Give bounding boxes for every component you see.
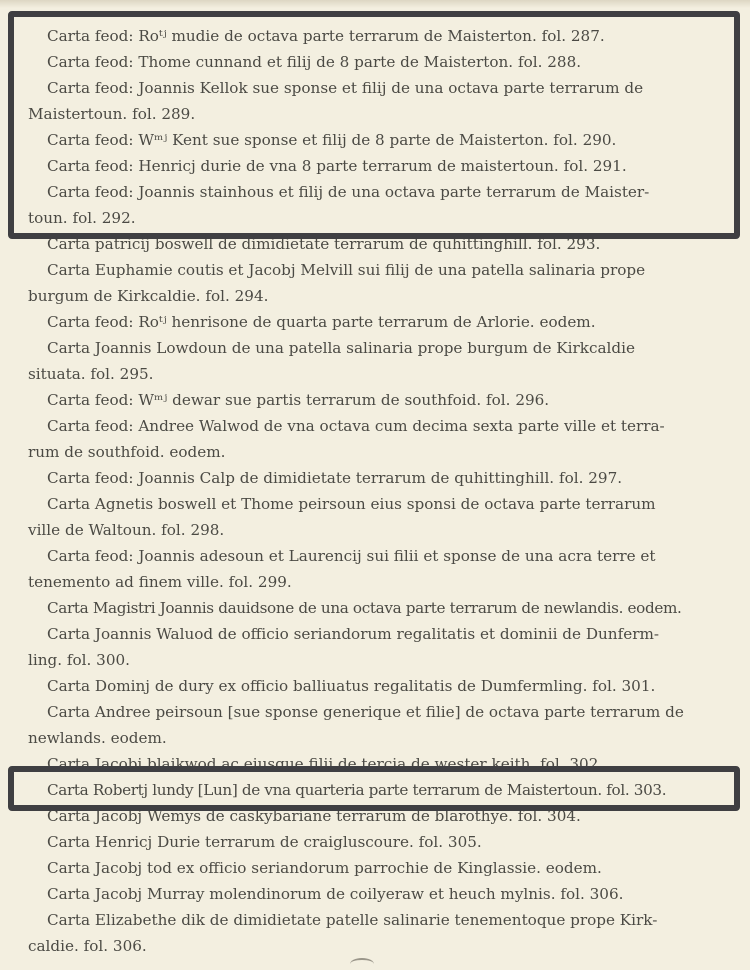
entry-continuation: caldie. fol. 306.: [28, 937, 147, 955]
entry-line: Carta Andree peirsoun [sue sponse generique et filie] de octava parte terrarum de: [47, 703, 684, 721]
entry-line: Carta Agnetis boswell et Thome peirsoun eius sponsi de octava parte terrarum: [47, 495, 656, 513]
entry-line: Carta feod: Joannis adesoun et Laurencij sui filii et sponse de una acra terre et: [47, 547, 656, 565]
entry-line: Carta patricij boswell de dimidietate terrarum de quhittinghill. fol. 293.: [47, 235, 601, 253]
entry-continuation: Maistertoun. fol. 289.: [28, 105, 196, 123]
entry-line: Carta feod: Andree Walwod de vna octava cum decima sexta parte ville et terra-: [47, 417, 665, 435]
page-bottom-mark: [350, 958, 374, 970]
entry-line: Carta Henricj Durie terrarum de craigluscoure. fol. 305.: [47, 833, 482, 851]
highlight-box-entry-303: [8, 766, 740, 811]
entry-line: Carta Dominj de dury ex officio balliuatus regalitatis de Dumfermling. fol. 301.: [47, 677, 656, 695]
entry-line: Carta Jacobj tod ex officio seriandorum parrochie de Kinglassie. eodem.: [47, 859, 602, 877]
entry-line: Carta feod: Thome cunnand et filij de 8 parte de Maisterton. fol. 288.: [47, 53, 582, 71]
entry-line: Carta Robertj lundy [Lun] de vna quarteria parte terrarum de Maistertoun. fol. 303.: [47, 781, 667, 799]
highlight-box-maisterton-group: [8, 11, 740, 239]
page-top-edge: [0, 0, 750, 8]
entry-line: Carta Joannis Waluod de officio seriandorum regalitatis et dominii de Dunferm-: [47, 625, 659, 643]
entry-line: Carta feod: Wᵐʲ Kent sue sponse et filij de 8 parte de Maisterton. fol. 290.: [47, 131, 617, 149]
entry-continuation: toun. fol. 292.: [28, 209, 136, 227]
entry-continuation: burgum de Kirkcaldie. fol. 294.: [28, 287, 269, 305]
entry-line: Carta Joannis Lowdoun de una patella salinaria prope burgum de Kirkcaldie: [47, 339, 635, 357]
entry-continuation: ville de Waltoun. fol. 298.: [28, 521, 225, 539]
entry-line: Carta feod: Roᵗʲ mudie de octava parte terrarum de Maisterton. fol. 287.: [47, 27, 605, 45]
entry-line: Carta feod: Henricj durie de vna 8 parte terrarum de maistertoun. fol. 291.: [47, 157, 627, 175]
entry-continuation: newlands. eodem.: [28, 729, 167, 747]
entry-line: Carta Euphamie coutis et Jacobj Melvill sui filij de una patella salinaria prope: [47, 261, 646, 279]
entry-continuation: rum de southfoid. eodem.: [28, 443, 226, 461]
entry-line: Carta Magistri Joannis dauidsone de una octava parte terrarum de newlandis. eodem.: [47, 599, 682, 617]
entry-line: Carta Elizabethe dik de dimidietate patelle salinarie tenementoque prope Kirk-: [47, 911, 658, 929]
entry-line: Carta feod: Joannis stainhous et filij de una octava parte terrarum de Maister-: [47, 183, 650, 201]
entry-continuation: ling. fol. 300.: [28, 651, 130, 669]
entry-line: Carta feod: Joannis Kellok sue sponse et filij de una octava parte terrarum de: [47, 79, 644, 97]
entry-continuation: tenemento ad finem ville. fol. 299.: [28, 573, 292, 591]
entry-line: Carta feod: Joannis Calp de dimidietate terrarum de quhittinghill. fol. 297.: [47, 469, 623, 487]
entry-line: Carta Jacobj Murray molendinorum de coilyeraw et heuch mylnis. fol. 306.: [47, 885, 624, 903]
entry-line: Carta feod: Wᵐʲ dewar sue partis terrarum de southfoid. fol. 296.: [47, 391, 550, 409]
entry-continuation: situata. fol. 295.: [28, 365, 154, 383]
entry-line: Carta Jacobj Wemys de caskybariane terrarum de blarothye. fol. 304.: [47, 807, 581, 825]
entry-line: Carta feod: Roᵗʲ henrisone de quarta parte terrarum de Arlorie. eodem.: [47, 313, 596, 331]
entry-line: Carta Jacobj blaikwod ac eiusque filij de tercia de wester keith. fol. 302.: [47, 755, 604, 773]
